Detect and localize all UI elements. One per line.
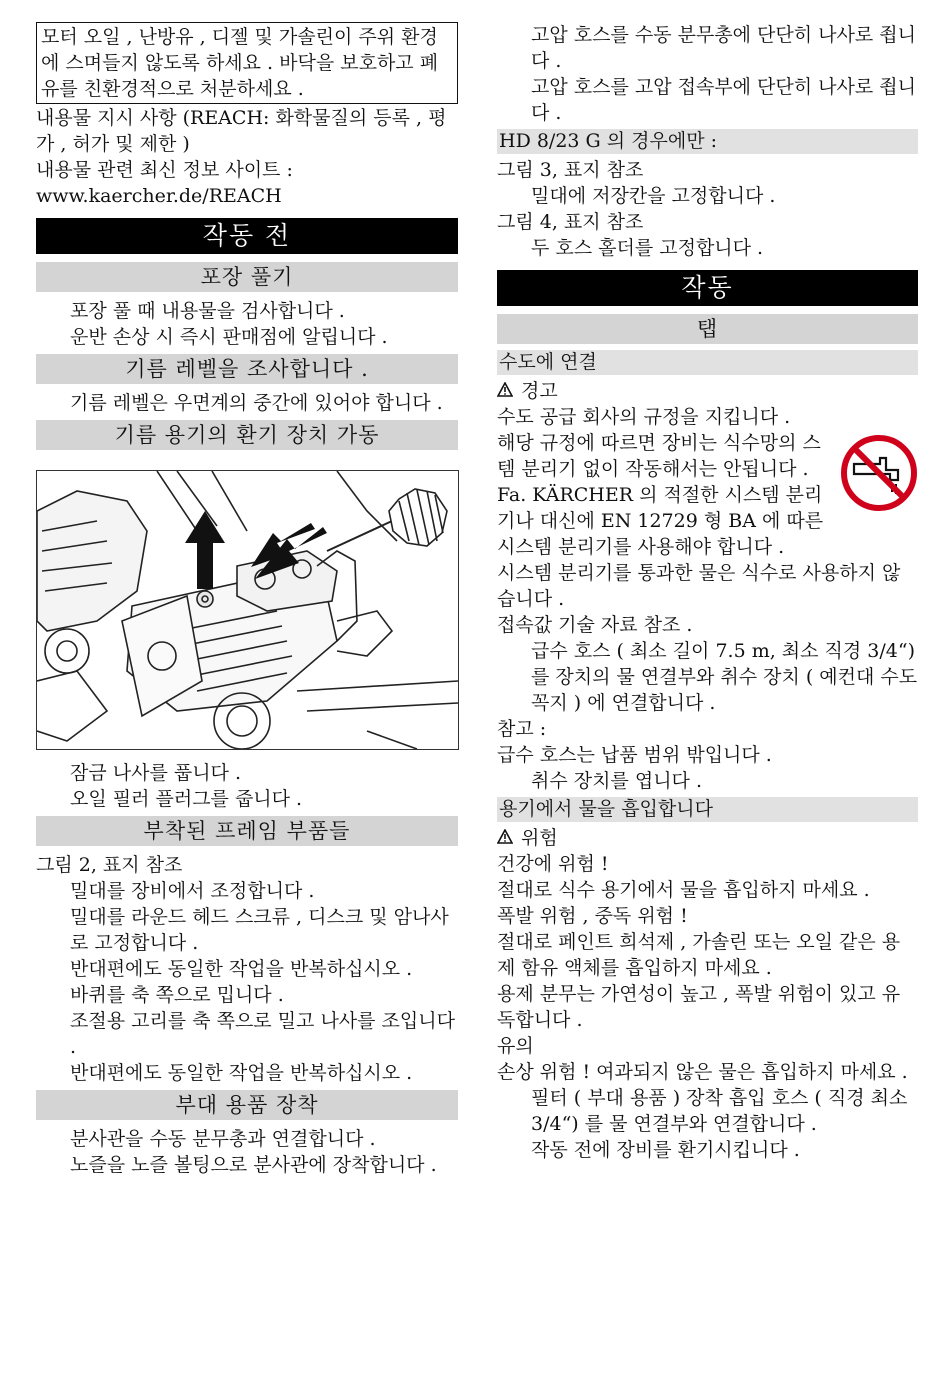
heading-hd-only: HD 8/23 G 의 경우에만 : — [497, 129, 918, 154]
oil-step-1: 기름 레벨은 우면계의 중간에 있어야 합니다 . — [70, 392, 443, 414]
danger-label-line — [497, 825, 918, 851]
no-drinking-water-icon — [840, 434, 918, 512]
water-text-1: 수도 공급 회사의 규정을 지킵니다 . — [497, 406, 791, 428]
note-text: 급수 호스는 납품 범위 밖입니다 . — [497, 744, 772, 766]
danger-text-4: 절대로 페인트 희석제 , 가솔린 또는 오일 같은 용제 함유 액체를 흡입하지 마세요 . — [497, 931, 901, 979]
heading-water-connection: 수도에 연결 — [497, 350, 918, 375]
environment-warning-text: 모터 오일 , 난방유 , 디젤 및 가솔린이 주위 환경에 스며들지 않도록 하세요 . 바닥을 보호하고 폐유를 친환경적으로 처분하세요 . — [41, 26, 439, 100]
heading-unpacking: 포장 풀기 — [36, 262, 458, 292]
note-label: 참고 : — [497, 718, 547, 740]
caution-text: 손상 위험 ! 여과되지 않은 물은 흡입하지 마세요 . — [497, 1061, 908, 1083]
frame-step-4: 바퀴를 축 쪽으로 밉니다 . — [70, 984, 284, 1006]
danger-text-1: 건강에 위험 ! — [497, 853, 609, 875]
danger-triangle-icon — [497, 825, 515, 851]
unpack-step-2: 운반 손상 시 즉시 판매점에 알립니다 . — [70, 326, 388, 348]
warning-label-line — [497, 378, 918, 404]
heading-frame-parts: 부착된 프레임 부품들 — [36, 816, 458, 846]
heading-suction-container: 용기에서 물을 흡입합니다 — [497, 797, 918, 822]
heading-oil-level: 기름 레벨을 조사합니다 . — [36, 354, 458, 384]
reach-text: 내용물 지시 사항 (REACH: 화학물질의 등록 , 평가 , 허가 및 제한 ) — [36, 107, 447, 155]
heading-oil-vent: 기름 용기의 환기 장치 가동 — [36, 420, 458, 450]
figure-3-ref: 그림 3, 표지 참조 — [497, 159, 644, 181]
warning-label: 경고 — [521, 380, 558, 402]
heading-accessories: 부대 용품 장착 — [36, 1090, 458, 1120]
water-text-2: 해당 규정에 따르면 장비는 식수망의 스템 분리기 없이 작동해서는 안됩니다 . Fa. KÄRCHER 의 적절한 시스템 분리기나 대신에 EN 12729 형 BA 에 따른 시스템 분리기를 사용해야 합니다 . — [497, 432, 824, 558]
frame-step-5: 조절용 고리를 축 쪽으로 밀고 나사를 조입니다 . — [70, 1010, 455, 1058]
frame-step-1: 밀대를 장비에서 조정합니다 . — [70, 880, 315, 902]
figure-4-step: 두 호스 홀더를 고정합니다 . — [531, 237, 764, 259]
reach-info-text: 내용물 관련 최신 정보 사이트 : — [36, 159, 293, 181]
heading-before-operation: 작동 전 — [36, 218, 458, 254]
figure-4-ref: 그림 4, 표지 참조 — [497, 211, 644, 233]
hose-step-1: 고압 호스를 수동 분무총에 단단히 나사로 죕니다 . — [531, 24, 916, 72]
environment-warning-box — [36, 22, 458, 104]
unpack-step-1: 포장 풀 때 내용물을 검사합니다 . — [70, 300, 345, 322]
reach-url: www.kaercher.de/REACH — [36, 185, 282, 207]
water-step-open: 취수 장치를 엽니다 . — [531, 770, 702, 792]
caution-label: 유의 — [497, 1035, 534, 1057]
accessory-step-2: 노즐을 노즐 볼팅으로 분사관에 장착합니다 . — [70, 1154, 437, 1176]
accessory-step-1: 분사관을 수동 분무총과 연결합니다 . — [70, 1128, 376, 1150]
vent-step-2: 오일 필러 플러그를 줍니다 . — [70, 788, 303, 810]
vent-step-1: 잠금 나사를 풉니다 . — [70, 762, 241, 784]
pump-illustration-icon — [37, 471, 458, 749]
water-step-hose: 급수 호스 ( 최소 길이 7.5 m, 최소 직경 3/4“) 를 장치의 물 연결부와 취수 장치 ( 예컨대 수도 꼭지 ) 에 연결합니다 . — [531, 640, 918, 714]
water-text-3: 시스템 분리기를 통과한 물은 식수로 사용하지 않습니다 . — [497, 562, 901, 610]
danger-text-3: 폭발 위험 , 중독 위험 ! — [497, 905, 688, 927]
heading-tap: 탭 — [497, 314, 918, 344]
hose-step-2: 고압 호스를 고압 접속부에 단단히 나사로 죕니다 . — [531, 76, 916, 124]
oil-tank-vent-illustration — [36, 470, 459, 750]
frame-step-6: 반대편에도 동일한 작업을 반복하십시오 . — [70, 1062, 413, 1084]
frame-step-3: 반대편에도 동일한 작업을 반복하십시오 . — [70, 958, 413, 980]
right-column — [497, 22, 918, 1163]
frame-step-2: 밀대를 라운드 헤드 스크류 , 디스크 및 암나사로 고정합니다 . — [70, 906, 449, 954]
suction-step-2: 작동 전에 장비를 환기시킵니다 . — [531, 1139, 800, 1161]
suction-step-1: 필터 ( 부대 용품 ) 장착 흡입 호스 ( 직경 최소 3/4“) 를 물 연결부와 연결합니다 . — [531, 1087, 908, 1135]
water-text-2-wrap — [497, 430, 918, 560]
figure-3-step: 밀대에 저장칸을 고정합니다 . — [531, 185, 776, 207]
heading-operation: 작동 — [497, 270, 918, 306]
water-text-4: 접속값 기술 자료 참조 . — [497, 614, 693, 636]
warning-triangle-icon — [497, 378, 515, 404]
frame-figure-ref: 그림 2, 표지 참조 — [36, 854, 183, 876]
danger-text-2: 절대로 식수 용기에서 물을 흡입하지 마세요 . — [497, 879, 870, 901]
danger-label: 위험 — [521, 827, 558, 849]
left-column — [36, 22, 458, 1178]
danger-text-5: 용제 분무는 가연성이 높고 , 폭발 위험이 있고 유독합니다 . — [497, 983, 901, 1031]
